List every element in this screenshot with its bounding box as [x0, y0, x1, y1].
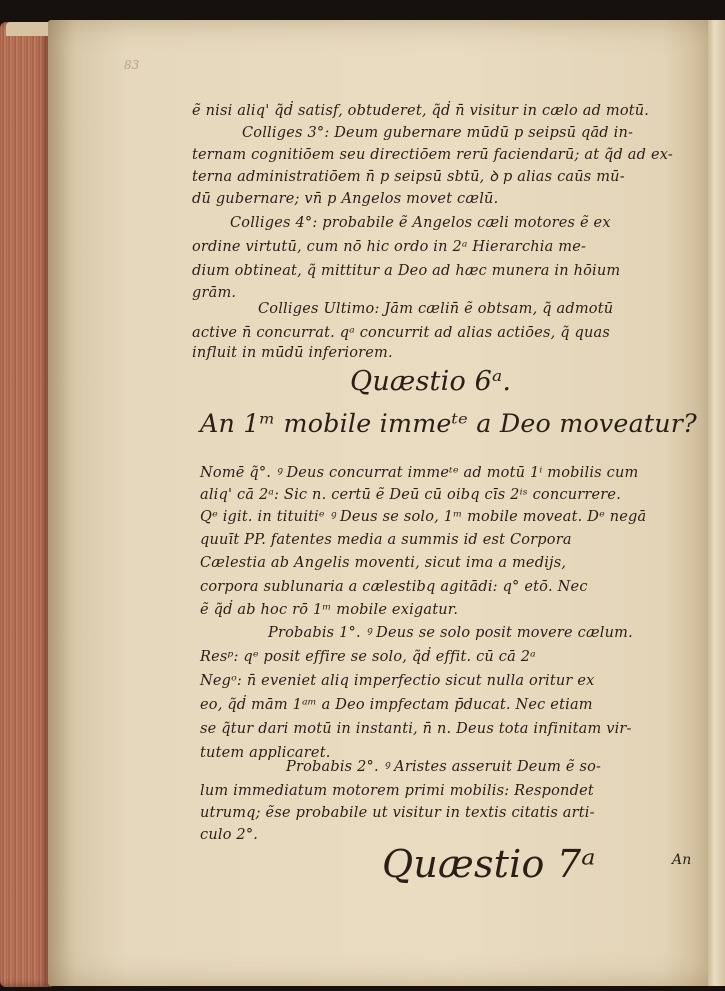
question-heading: Quæstio 6ᵃ. [350, 366, 512, 397]
text-line: lum immediatum motorem primi mobilis: Respondet [200, 783, 594, 799]
text-line: Negᵒ: n̄ eveniet aliq imperfectio sicut nulla oritur ex [200, 673, 595, 689]
text-line: corpora sublunaria a cælestibq agitādi: q° etō. Nec [200, 579, 588, 595]
text-line: influit in mūdū inferiorem. [192, 345, 393, 361]
text-line: tutem applicaret. [200, 745, 331, 761]
text-line: Qᵉ igit. in tituitiᵉ ꝰ Deus se solo, 1ᵐ mobile moveat. Dᵉ negā [200, 509, 647, 525]
text-line: active n̄ concurrat. qᵃ concurrit ad alias actiōes, q̃ quas [192, 325, 611, 341]
text-line: dū gubernare; vn̄ p Angelos movet cælū. [192, 191, 499, 207]
text-line: aliq' cā 2ᵃ: Sic n. certū ẽ Deū cū oibq cīs 2ⁱˢ concurrere. [200, 487, 622, 503]
text-line: Colliges 4°: probabile ẽ Angelos cæli motores ẽ ex [230, 215, 611, 231]
text-line: utrumq; ẽse probabile ut visitur in textis citatis arti- [200, 805, 595, 821]
text-line: culo 2°. [200, 827, 259, 843]
text-line: eo, q̃ḋ mām 1ᵃᵐ a Deo impfectam p̄ducat. Nec etiam [200, 697, 593, 713]
text-line: quuīt PP. fatentes media a summis id est Corpora [200, 532, 572, 548]
text-line: Probabis 2°. ꝰ Aristes asseruit Deum ẽ so- [286, 759, 602, 775]
book-page-edges [0, 22, 52, 987]
catchword: An [672, 852, 692, 868]
text-line: Probabis 1°. ꝰ Deus se solo posit movere cælum. [268, 625, 633, 641]
text-line: ẽ nisi aliq' q̃ḋ satisf, obtuderet, q̃ḋ n̄ visitur in cælo ad motū. [192, 103, 650, 119]
text-line: grām. [192, 285, 237, 301]
folio-number: 83 [124, 58, 140, 72]
text-line: ẽ q̃ḋ ab hoc rō 1ᵐ mobile exigatur. [200, 602, 459, 618]
text-line: Colliges 3°: Deum gubernare mūdū p seipsū qād in- [242, 125, 634, 141]
text-line: Colliges Ultimo: Jām cælin̄ ẽ obtsam, q̃ admotū [258, 301, 614, 317]
text-line: terna administratiōem n̄ p seipsū sbtū, ꝺ p alias caūs mū- [192, 169, 625, 185]
page-right-edge [708, 20, 725, 986]
text-line: ternam cognitiōem seu directiōem rerū faciendarū; at q̃d ad ex- [192, 147, 673, 163]
question-title: An 1ᵐ mobile immeᵗᵉ a Deo moveatur? [200, 408, 697, 438]
text-line: ordine virtutū, cum nō hic ordo in 2ᵃ Hierarchia me- [192, 239, 587, 255]
text-line: Cælestia ab Angelis moventi, sicut ima a medijs, [200, 555, 567, 571]
text-line: Nomē q̃°. ꝰ Deus concurrat immeᵗᵉ ad motū 1ⁱ mobilis cum [200, 465, 639, 481]
text-line: se q̃tur dari motū in instanti, n̄ n. Deus tota infinitam vir- [200, 721, 632, 737]
text-line: dium obtineat, q̃ mittitur a Deo ad hæc munera in hōium [192, 263, 621, 279]
text-line: Resᵖ: qᵉ posit effire se solo, q̃ḋ effit. cū cā 2ᵃ [200, 649, 536, 665]
question-heading-7: Quæstio 7ᵃ [382, 842, 596, 886]
